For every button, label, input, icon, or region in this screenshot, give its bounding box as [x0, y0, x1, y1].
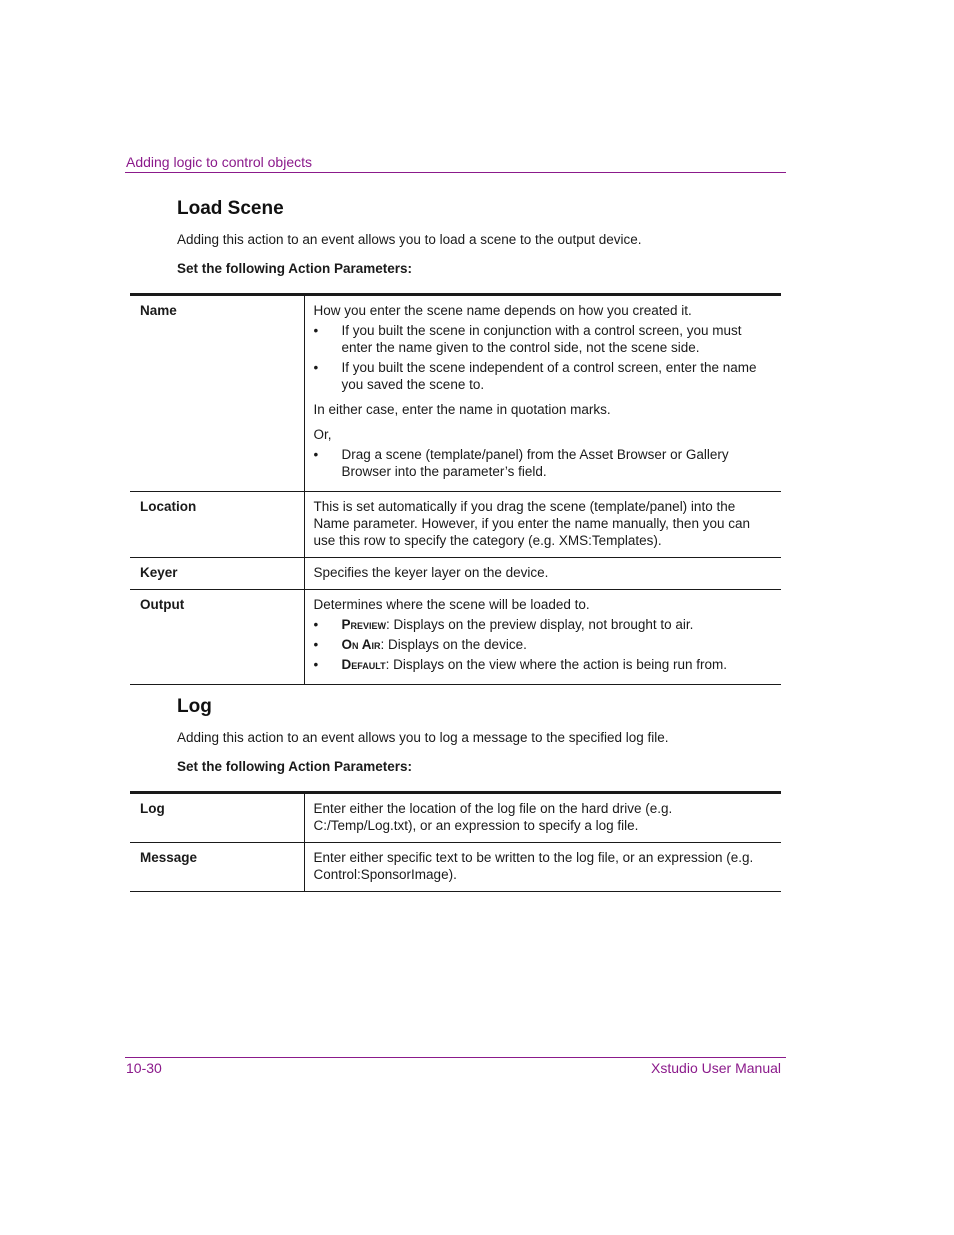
bullet-list — [314, 322, 774, 393]
param-name-label: Name — [130, 295, 304, 492]
description-text: Enter either the location of the log file on the hard drive (e.g. C:/Temp/Log.txt), or an expression to specify a log file. — [313, 801, 673, 833]
option-text: : Displays on the preview display, not brought to air. — [386, 617, 694, 632]
list-item: • If you built the scene in conjunction with a control screen, you must enter the name given to the control side, not the scene side. — [314, 322, 774, 356]
manual-title: Xstudio User Manual — [651, 1060, 781, 1076]
param-description — [304, 295, 781, 492]
param-keyer-label: Keyer — [130, 558, 304, 590]
list-item: • If you built the scene independent of a control screen, enter the name you saved the scene to. — [314, 359, 774, 393]
description-text: Or, — [313, 427, 332, 442]
param-message-label: Message — [130, 843, 304, 892]
param-description — [304, 558, 781, 590]
param-description — [304, 793, 781, 843]
description-text: Determines where the scene will be loaded to. — [313, 597, 590, 612]
table-row — [130, 793, 781, 843]
log-title: Log — [177, 696, 212, 717]
bullet-list — [314, 446, 774, 480]
param-description — [304, 590, 781, 685]
load-scene-intro: Adding this action to an event allows you to load a scene to the output device. — [177, 232, 642, 247]
description-text: Enter either specific text to be written to the log file, or an expression (e.g. Control:SponsorImage). — [313, 850, 754, 882]
log-params-table — [130, 791, 781, 892]
option-term: Preview — [341, 617, 387, 632]
param-location-label: Location — [130, 492, 304, 558]
page-number: 10-30 — [126, 1060, 162, 1076]
running-header: Adding logic to control objects — [126, 154, 312, 170]
description-text: Specifies the keyer layer on the device. — [313, 565, 549, 580]
footer-rule — [125, 1057, 786, 1058]
header-rule — [125, 172, 786, 173]
load-scene-params-heading: Set the following Action Parameters: — [177, 261, 413, 276]
param-log-label: Log — [130, 793, 304, 843]
list-item — [314, 656, 774, 673]
option-term: Default — [341, 657, 386, 672]
load-scene-params-table — [130, 293, 781, 685]
option-text: : Displays on the view where the action is being run from. — [385, 657, 728, 672]
option-term: On Air — [341, 637, 381, 652]
log-params-heading: Set the following Action Parameters: — [177, 759, 413, 774]
load-scene-title: Load Scene — [177, 198, 284, 219]
param-description — [304, 843, 781, 892]
param-description — [304, 492, 781, 558]
bullet-list — [314, 616, 774, 673]
table-row — [130, 843, 781, 892]
table-row — [130, 558, 781, 590]
table-row — [130, 295, 781, 492]
description-text: This is set automatically if you drag the scene (template/panel) into the Name parameter. However, if you enter the name manually, then you can use this row to specify the category (e.g. XMS:Templates). — [313, 499, 750, 548]
list-item — [314, 636, 774, 653]
table-row — [130, 492, 781, 558]
table-row — [130, 590, 781, 685]
param-output-label: Output — [130, 590, 304, 685]
option-text: : Displays on the device. — [380, 637, 527, 652]
description-text: How you enter the scene name depends on how you created it. — [313, 303, 692, 318]
log-intro: Adding this action to an event allows you to log a message to the specified log file. — [177, 730, 669, 745]
list-item: • Drag a scene (template/panel) from the Asset Browser or Gallery Browser into the parameter’s field. — [314, 446, 774, 480]
list-item — [314, 616, 774, 633]
description-text: In either case, enter the name in quotation marks. — [313, 402, 611, 417]
